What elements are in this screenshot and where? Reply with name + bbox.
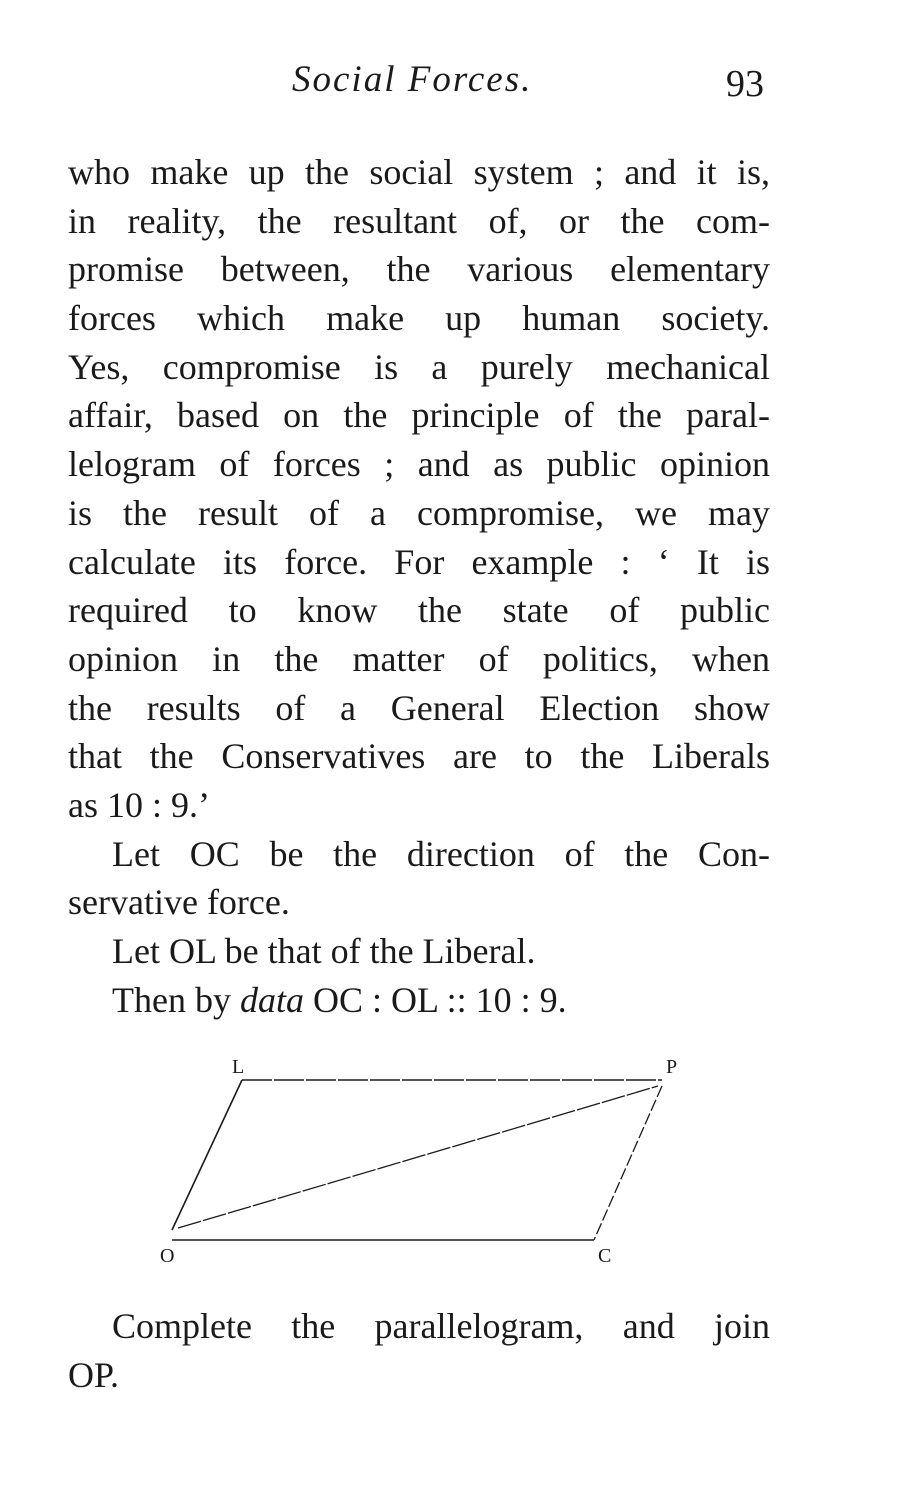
text-line: opinion in the matter of politics, when	[68, 638, 770, 679]
text-line: as 10 : 9.’	[68, 784, 210, 825]
running-title: Social Forces.	[292, 59, 533, 100]
text-line: the results of a General Election show	[68, 687, 770, 728]
text-line: affair, based on the principle of the paral-	[68, 395, 770, 436]
page-number: 93	[726, 63, 764, 105]
label-c: C	[598, 1245, 612, 1267]
side-pc	[594, 1086, 662, 1240]
text-line: Yes, compromise is a purely mechanical	[68, 346, 770, 387]
text-fragment: OC : OL :: 10 : 9.	[303, 979, 567, 1020]
body-text	[68, 148, 770, 1024]
parallelogram-diagram	[150, 1048, 690, 1278]
closing-text	[68, 1302, 770, 1399]
label-p: P	[666, 1056, 678, 1078]
parallelogram-svg	[150, 1048, 690, 1278]
text-line: Let OC be the direction of the Con-	[112, 833, 770, 874]
text-line: forces which make up human society.	[68, 298, 770, 339]
text-line: lelogram of forces ; and as public opinion	[68, 444, 770, 485]
text-line: Let OL be that of the Liberal.	[112, 931, 536, 971]
text-line: servative force.	[68, 882, 290, 923]
label-o: O	[160, 1245, 175, 1267]
diagonal-op	[178, 1086, 658, 1228]
text-line	[68, 976, 770, 1025]
text-line: required to know the state of public	[68, 590, 770, 631]
text-line: promise between, the various elementary	[68, 249, 770, 290]
label-l: L	[232, 1056, 245, 1078]
text-fragment: Then by	[112, 979, 240, 1020]
text-line: that the Conservatives are to the Liberals	[68, 736, 770, 777]
text-line: in reality, the resultant of, or the com-	[68, 200, 770, 241]
text-line: OP.	[68, 1354, 120, 1395]
side-ol	[172, 1080, 242, 1230]
text-line: calculate its force. For example : ‘ It is	[68, 541, 770, 582]
text-line: Complete the parallelogram, and join	[112, 1306, 770, 1346]
italic-word: data	[239, 979, 304, 1020]
text-line: who make up the social system ; and it is,	[68, 152, 770, 192]
text-line: is the result of a compromise, we may	[68, 492, 770, 533]
